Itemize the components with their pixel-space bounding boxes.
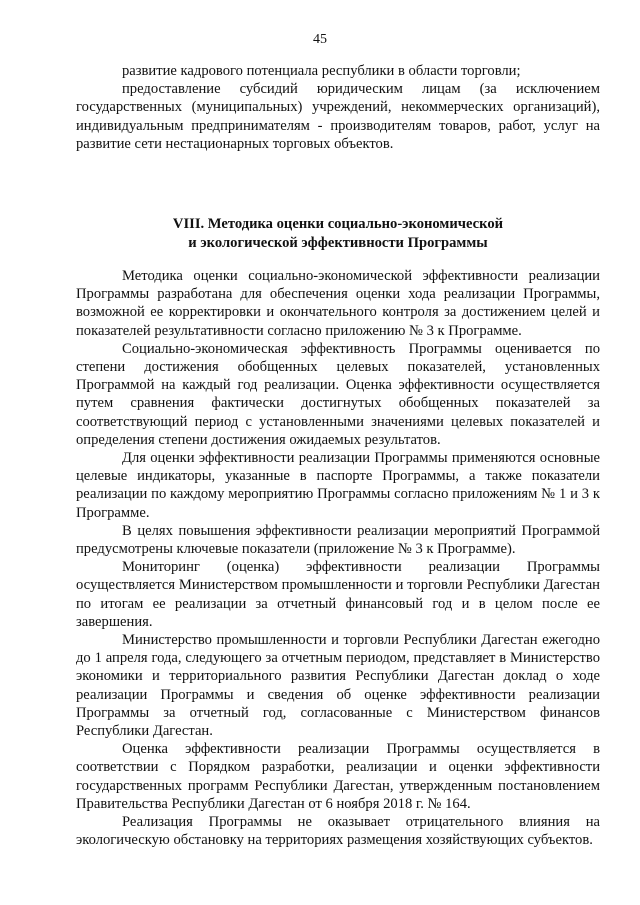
paragraph: Методика оценки социально-экономической эффективности реализации Программы разработана для обеспечения оценки хода реализации Программы, возможной ее корректировки и окончательного контроля за достижением целей и показателей результативности согласно приложению № 3 к Программе. bbox=[76, 268, 600, 339]
section-heading-line: VIII. Методика оценки социально-экономической bbox=[172, 216, 504, 232]
section-heading-line: и экологической эффективности Программы bbox=[188, 234, 488, 251]
paragraph: Мониторинг (оценка) эффективности реализации Программы осуществляется Министерством промышленности и торговли Республики Дагестан по итогам ее реализации за отчетный финансовый год и в целом после ее завершения. bbox=[76, 559, 600, 630]
paragraph: предоставление субсидий юридическим лицам (за исключением государственных (муниципальных) учреждений, некоммерческих организаций), индивидуальным предпринимателям - производителям товаров, работ, услуг на развитие сети нестационарных торговых объектов. bbox=[76, 81, 600, 152]
section-body bbox=[76, 267, 600, 850]
paragraph: развитие кадрового потенциала республики в области торговли; bbox=[122, 63, 521, 79]
paragraph: В целях повышения эффективности реализации мероприятий Программой предусмотрены ключевые показатели (приложение № 3 к Программе). bbox=[76, 522, 600, 558]
paragraph: Реализация Программы не оказывает отрицательного влияния на экологическую обстановку на территориях размещения хозяйствующих субъектов. bbox=[76, 814, 600, 849]
paragraph: Социально-экономическая эффективность Программы оценивается по степени достижения обобщенных целевых показателей, установленных Программой на каждый год реализации. Оценка эффективности осуществляется путем сравнения фактически достигнутых обобщенных показателей за соответствующий период с установленными значениями целевых показателей и определения степени достижения ожидаемых результатов. bbox=[76, 340, 600, 448]
paragraph: Министерство промышленности и торговли Республики Дагестан ежегодно до 1 апреля года, следующего за отчетным периодом, представляет в Министерство экономики и территориального развития Республики Дагестан доклад о ходе реализации Программы и сведения об оценке эффективности реализации Программы за отчетный год, согласованные с Министерством финансов Республики Дагестан. bbox=[76, 632, 600, 740]
page-number: 45 bbox=[313, 32, 327, 47]
top-text-block bbox=[76, 62, 600, 153]
section-heading bbox=[76, 215, 600, 252]
paragraph: Для оценки эффективности реализации Программы применяются основные целевые индикаторы, указанные в паспорте Программы, а также показатели реализации по каждому мероприятию Программы согласно приложениям № 1 и 3 к Программе. bbox=[76, 450, 600, 521]
paragraph: Оценка эффективности реализации Программы осуществляется в соответствии с Порядком разработки, реализации и оценки эффективности государственных программ Республики Дагестан, утвержденным постановлением Правительства Республики Дагестан от 6 ноября 2018 г. № 164. bbox=[76, 741, 600, 812]
